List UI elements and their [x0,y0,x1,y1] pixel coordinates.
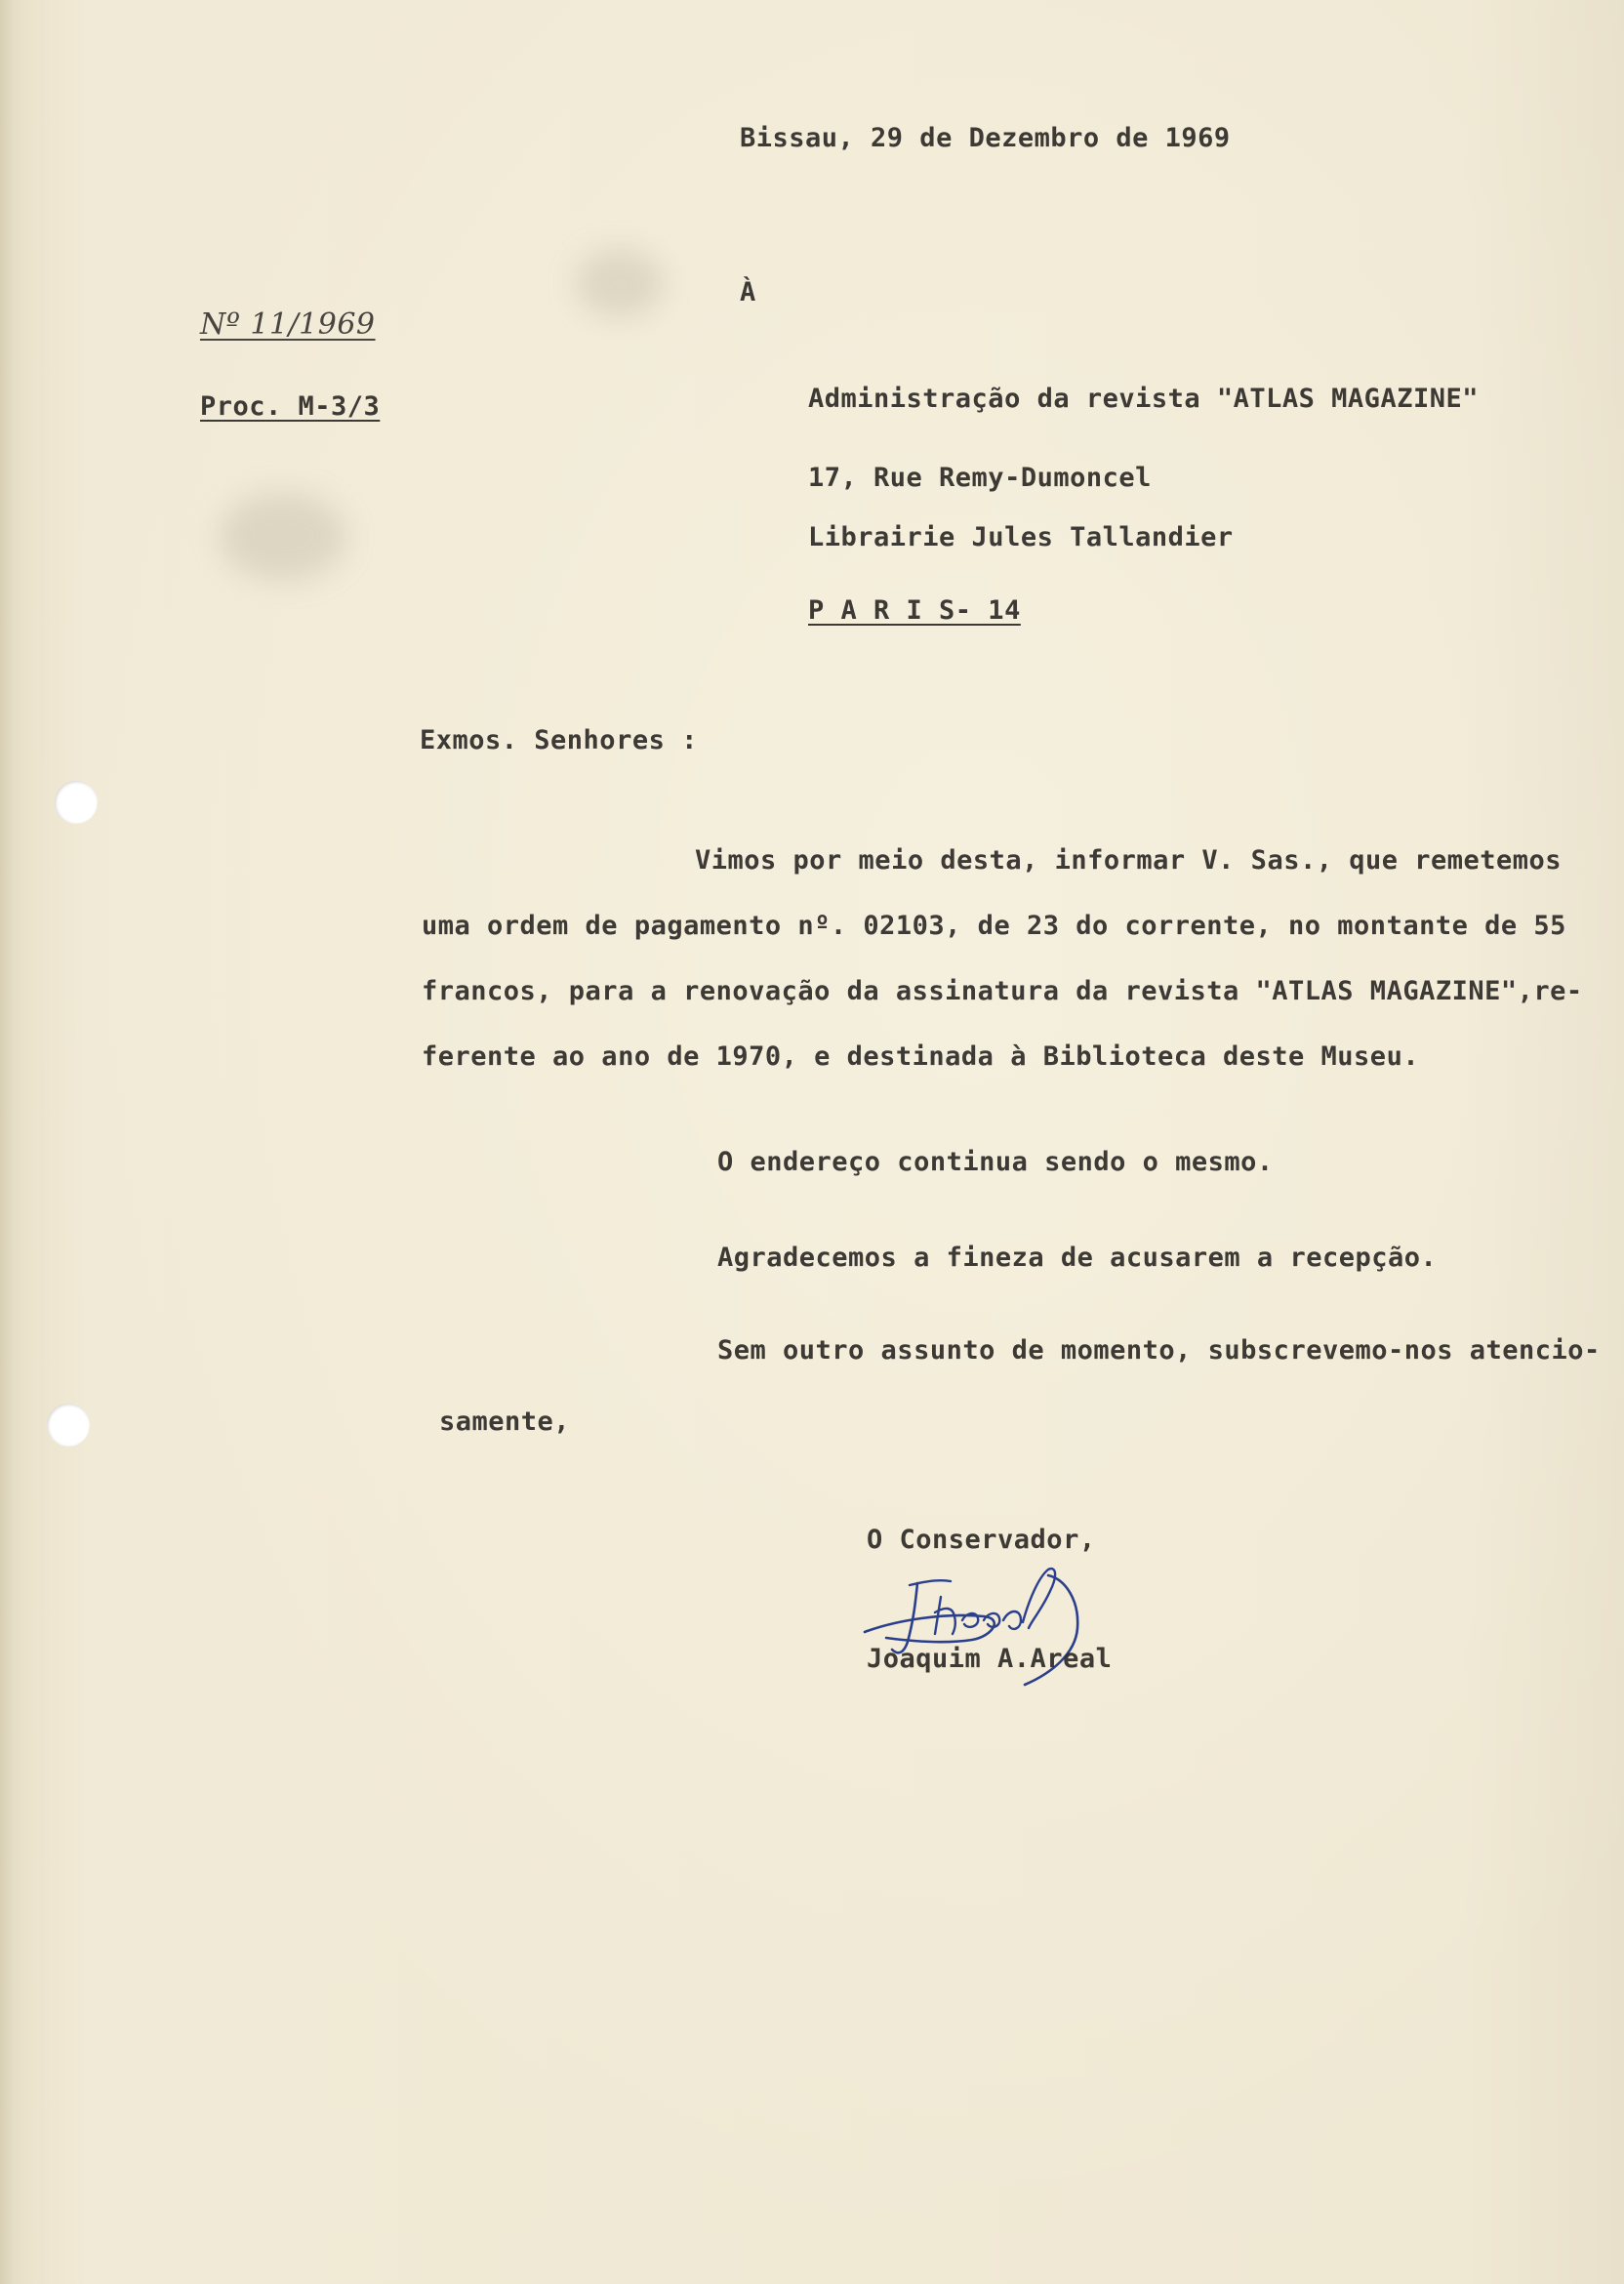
recipient-prefix: À [740,277,756,307]
paper-smudge [576,249,664,317]
address-line-4: P A R I S- 14 [808,595,1021,626]
body-line-6: Agradecemos a fineza de acusarem a recepção. [717,1243,1438,1273]
punch-hole-bottom [47,1404,90,1447]
body-line-1: Vimos por meio desta, informar V. Sas., que remetemos [695,845,1563,876]
salutation: Exmos. Senhores : [420,725,698,755]
paper-edge-shadow [0,0,14,2284]
closing-title: O Conservador, [867,1525,1096,1555]
address-line-2: 17, Rue Remy-Dumoncel [808,463,1152,493]
process-reference: Proc. M-3/3 [200,391,381,422]
body-line-5: O endereço continua sendo o mesmo. [717,1147,1274,1177]
address-line-1: Administração da revista "ATLAS MAGAZINE" [808,384,1479,414]
body-line-8: samente, [439,1407,571,1437]
body-line-7: Sem outro assunto de momento, subscrevemo-nos atencio- [717,1335,1601,1366]
punch-hole-top [55,781,98,824]
signatory-name: Joaquim A.Areal [867,1644,1113,1674]
body-line-2: uma ordem de pagamento nº. 02103, de 23 do corrente, no montante de 55 [422,911,1566,941]
address-line-3: Librairie Jules Tallandier [808,522,1234,552]
body-line-3: francos, para a renovação da assinatura da revista "ATLAS MAGAZINE",re- [422,976,1583,1006]
place-date: Bissau, 29 de Dezembro de 1969 [740,123,1231,153]
reference-number: Nº 11/1969 [200,307,376,342]
paper-smudge [220,493,346,581]
body-line-4: ferente ao ano de 1970, e destinada à Biblioteca deste Museu. [422,1041,1420,1072]
